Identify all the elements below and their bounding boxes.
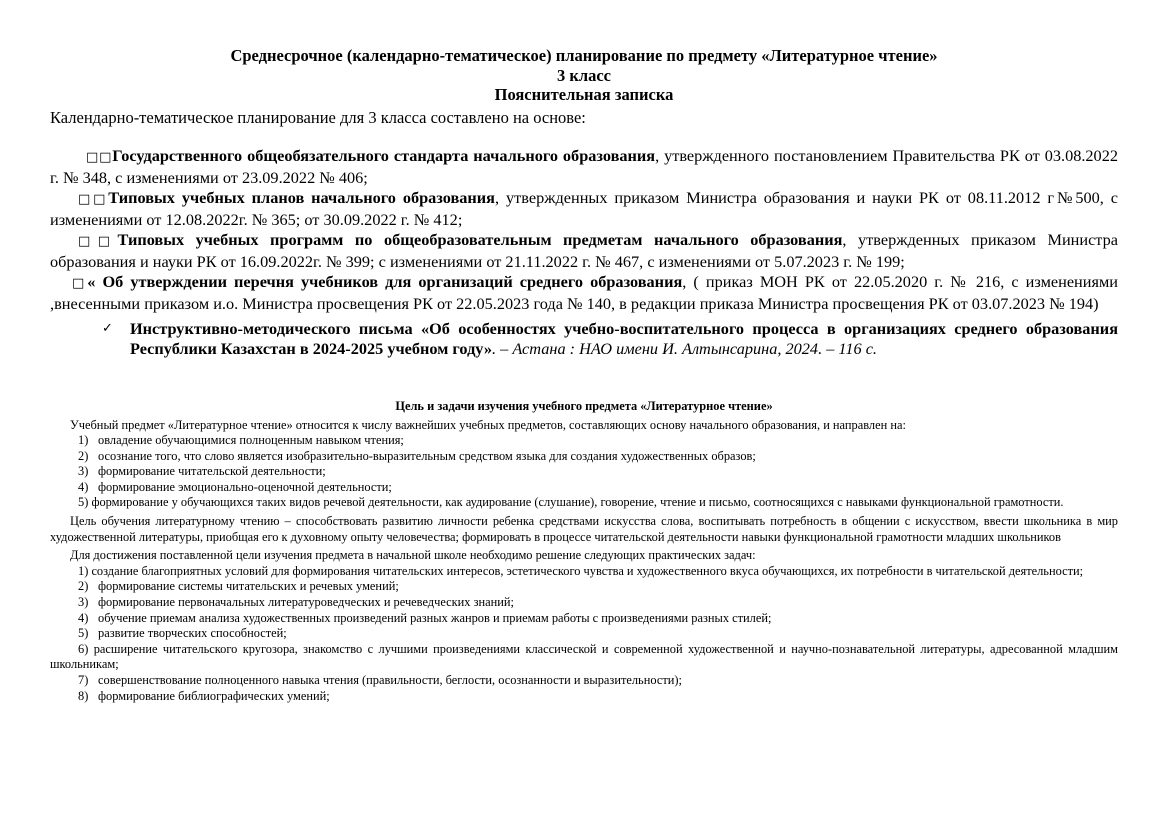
purpose-paragraph: Цель обучения литературному чтению – способствовать развитию личности ребенка средствами искусства слова, воспитывать потребность в общении с искусством, ввести школьника в мир художественной литературы, приобщая его к духовному опыту человечества; формировать в процессе читательской деятельности навыки функциональной грамотности младших школьников [50,514,1118,544]
basis-item [50,272,1118,314]
list-item-number: 8) [78,688,89,703]
square-bullet-icon: □□ [78,234,118,249]
list-item [50,495,1118,511]
square-bullet-icon: □□ [78,192,109,207]
goals-section [50,399,1118,704]
basis-item-bold-text: Типовых учебных программ по общеобразовательным предметам начального образования [117,230,843,249]
list-item-number: 6) [78,641,89,656]
list-item [50,480,1118,496]
list-item [50,626,1118,642]
basis-item-bold-text: Государственного общеобязательного стандарта начального образования [112,146,656,165]
list-item-text: формирование читательской деятельности; [98,464,326,479]
check-item-tail-plain: . – [492,339,513,358]
list-item-text: формирование первоначальных литературоведческих и речеведческих знаний; [98,595,514,610]
list-item-text: формирование у обучающихся таких видов речевой деятельности, как аудирование (слушание), говорение, чтение и письмо, соотносящихся с навыками функциональной грамотности. [91,495,1064,510]
list-item-text: осознание того, что слово является изобразительно-выразительным средством языка для создания художественных образов; [98,448,756,463]
basis-item [50,146,1118,188]
basis-item-rest-text: , утвержденных приказом Министра образования и науки РК от 16.09.2022г. № 399; с изменениями от 21.11.2022 г. № 467, с изменениями от 5.07.2023 г. № 199; [50,230,1118,271]
check-item-bold-text: Инструктивно-методического письма «Об особенностях учебно-воспитательного процесса в организациях среднего образования Республики Казахстан в 2024-2025 учебном году» [130,319,1118,358]
basis-item-rest-text: , утвержденного постановлением Правительства РК от 03.08.2022 г. № 348, с изменениями от 23.09.2022 № 406; [50,146,1118,187]
tasks-intro-paragraph: Для достижения поставленной цели изучения предмета в начальной школе необходимо решение следующих практических задач: [70,548,756,563]
checkmark-icon: ✓ [102,321,113,336]
list-item-number: 2) [78,448,89,463]
list-item-number: 1) [78,433,89,448]
list-item-number: 5) [78,626,89,641]
square-bullet-icon: □ [72,276,88,291]
page-title: Среднесрочное (календарно-тематическое) планирование по предмету «Литературное чтение» [230,46,938,65]
intro-line: Календарно-тематическое планирование для 3 класса составлено на основе: [50,107,586,127]
list-item-number: 3) [78,595,89,610]
basis-item-instructional-letter [50,319,1118,359]
goals-heading: Цель и задачи изучения учебного предмета «Литературное чтение» [395,399,773,413]
basis-item-bold-text: « Об утверждении перечня учебников для организаций среднего образования [87,272,683,291]
list-item [50,642,1118,673]
goals-intro-paragraph: Учебный предмет «Литературное чтение» относится к числу важнейших учебных предметов, составляющих основу начального образования, и направлен на: [70,417,906,432]
list-item-text: формирование эмоционально-оценочной деятельности; [98,479,392,494]
list-item-text: создание благоприятных условий для формирования читательских интересов, эстетического чувства и художественного вкуса обучающихся, их потребности в читательской деятельности; [91,563,1084,578]
list-item [50,595,1118,611]
list-item [50,579,1118,595]
list-item [50,673,1118,689]
check-item-tail-italic: Астана : НАО имени И. Алтынсарина, 2024. – 116 с. [512,339,878,358]
list-item [50,689,1118,705]
tasks-numbered-list [50,564,1118,704]
list-item-text: формирование библиографических умений; [98,688,330,703]
list-item-number: 3) [78,464,89,479]
list-item-number: 5) [78,495,89,510]
grade-subtitle: 3 класс [556,65,612,85]
list-item [50,449,1118,465]
list-item-text: обучение приемам анализа художественных произведений разных жанров и приемам работы с произведениями разных стилей; [98,610,772,625]
list-item-text: совершенствование полноценного навыка чтения (правильности, беглости, осознанности и выразительности); [98,673,682,687]
basis-item-bold-text: Типовых учебных планов начального образования [108,188,495,207]
list-item-number: 4) [78,479,89,494]
square-bullet-icon: □□ [86,150,113,165]
list-item [50,464,1118,480]
basis-list [50,146,1118,359]
goals-numbered-list [50,433,1118,511]
list-item-number: 1) [78,563,89,578]
basis-item [50,188,1118,230]
list-item-text: расширение читательского кругозора, знакомство с лучшими произведениями классической и современной художественной и научно-познавательной литературы, адресованной младшим школьникам; [50,641,1118,672]
basis-item-rest-text: , утвержденных приказом Министра образования и науки РК от 08.11.2012 г№500, с изменениями от 12.08.2022г. № 365; от 30.09.2022 г. № 412; [50,188,1118,229]
list-item [50,564,1118,580]
list-item-text: развитие творческих способностей; [98,626,287,641]
basis-item-rest-text: , ( приказ МОН РК от 22.05.2020 г. № 216, с изменениями ,внесенными приказом и.о. Министра просвещения РК от 22.05.2023 года № 140, в редакции приказа Министра просвещения РК от 03.07.2023 № 194) [50,272,1118,313]
basis-item [50,230,1118,272]
list-item-text: формирование системы читательских и речевых умений; [98,579,399,594]
list-item [50,433,1118,449]
list-item-text: овладение обучающимися полноценным навыком чтения; [98,433,404,448]
list-item [50,611,1118,627]
document-content [50,46,1118,704]
section-heading-explanatory-note: Пояснительная записка [494,85,674,104]
list-item-number: 4) [78,610,89,625]
list-item-number: 2) [78,579,89,594]
list-item-number: 7) [78,673,89,687]
